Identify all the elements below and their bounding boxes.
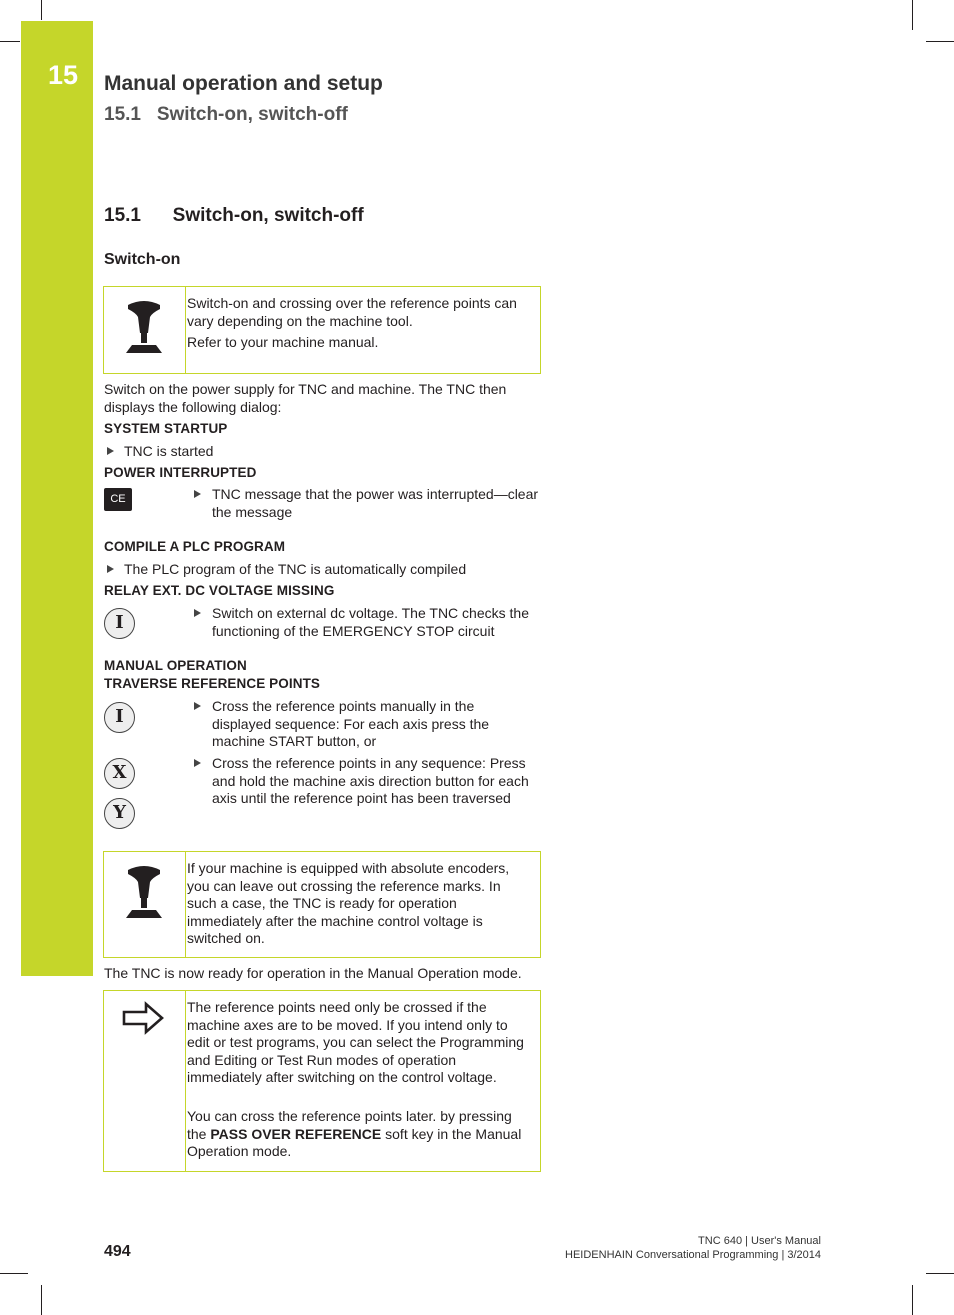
axis-x-key[interactable]: X — [104, 758, 135, 789]
crop-mark — [912, 1285, 913, 1315]
note-text: You can cross the reference points later. by pressing the PASS OVER REFERENCE soft key in the Manual Operation mode. — [187, 1108, 522, 1160]
bullet-arrow-icon — [107, 565, 114, 573]
note-text: Refer to your machine manual. — [187, 334, 379, 350]
crop-mark — [912, 0, 913, 30]
dialog-relay-voltage: RELAY EXT. DC VOLTAGE MISSING — [104, 583, 335, 598]
machine-note-box — [103, 851, 541, 958]
crop-mark — [41, 1285, 42, 1315]
crop-mark — [926, 41, 954, 42]
note-text: Switch-on and crossing over the reference points can vary depending on the machine tool. — [187, 295, 517, 329]
chapter-number: 15 — [48, 60, 79, 90]
nc-start-key[interactable]: I — [104, 702, 135, 733]
machine-on-key[interactable]: I — [104, 608, 135, 639]
dialog-traverse-reference: TRAVERSE REFERENCE POINTS — [104, 676, 321, 691]
bullet-arrow-icon — [194, 702, 201, 710]
tip-note-box — [103, 990, 541, 1172]
subheading: Switch-on — [104, 251, 181, 268]
dialog-power-interrupted: POWER INTERRUPTED — [104, 465, 257, 480]
intro-text: Switch on the power supply for TNC and machine. The TNC then displays the following dialog: — [104, 381, 507, 415]
chapter-title: Manual operation and setup — [104, 72, 383, 95]
crop-mark — [0, 1273, 28, 1274]
crop-mark — [926, 1273, 954, 1274]
crop-mark — [0, 41, 20, 42]
note-divider — [185, 852, 186, 957]
note-text: The reference points need only be crossed if the machine axes are to be moved. If you intend only to edit or test programs, you can select the Programming and Editing or Test Run modes of operation immediately after switching on the control voltage. — [187, 999, 524, 1086]
chapter-sidebar — [21, 21, 93, 976]
section-heading: 15.1 Switch-on, switch-off — [104, 205, 364, 226]
step-text: Switch on external dc voltage. The TNC checks the functioning of the EMERGENCY STOP circuit — [212, 605, 529, 639]
arrow-right-icon — [122, 1001, 166, 1035]
step-text: TNC is started — [124, 443, 214, 459]
machine-note-box — [103, 286, 541, 374]
ready-text: The TNC is now ready for operation in the Manual Operation mode. — [104, 965, 522, 981]
note-divider — [185, 991, 186, 1171]
page-number: 494 — [104, 1243, 131, 1260]
note-text: If your machine is equipped with absolute encoders, you can leave out crossing the reference marks. In such a case, the TNC is ready for operation immediately after the machine control voltage is switched on. — [187, 860, 510, 947]
note-divider — [185, 287, 186, 373]
bullet-arrow-icon — [194, 490, 201, 498]
axis-y-key[interactable]: Y — [104, 798, 135, 829]
softkey-name: PASS OVER REFERENCE — [210, 1125, 382, 1142]
running-section-title: 15.1 Switch-on, switch-off — [104, 104, 348, 125]
machine-tool-icon — [122, 862, 166, 918]
dialog-compile-plc: COMPILE A PLC PROGRAM — [104, 539, 286, 554]
step-text: Cross the reference points in any sequence: Press and hold the machine axis direction button for each axis until the reference point has been traversed — [212, 755, 529, 807]
bullet-arrow-icon — [194, 759, 201, 767]
crop-mark — [41, 0, 42, 20]
dialog-manual-operation: MANUAL OPERATION — [104, 658, 247, 673]
step-text: Cross the reference points manually in the displayed sequence: For each axis press the machine START button, or — [212, 698, 490, 750]
step-text: The PLC program of the TNC is automatically compiled — [124, 561, 467, 577]
dialog-system-startup: SYSTEM STARTUP — [104, 421, 228, 436]
footer-info: TNC 640 | User's Manual HEIDENHAIN Conversational Programming | 3/2014 — [565, 1235, 821, 1261]
ce-key[interactable]: CE — [104, 488, 132, 511]
step-text: TNC message that the power was interrupted—clear the message — [212, 486, 539, 520]
bullet-arrow-icon — [107, 447, 114, 455]
bullet-arrow-icon — [194, 609, 201, 617]
machine-tool-icon — [122, 297, 166, 353]
